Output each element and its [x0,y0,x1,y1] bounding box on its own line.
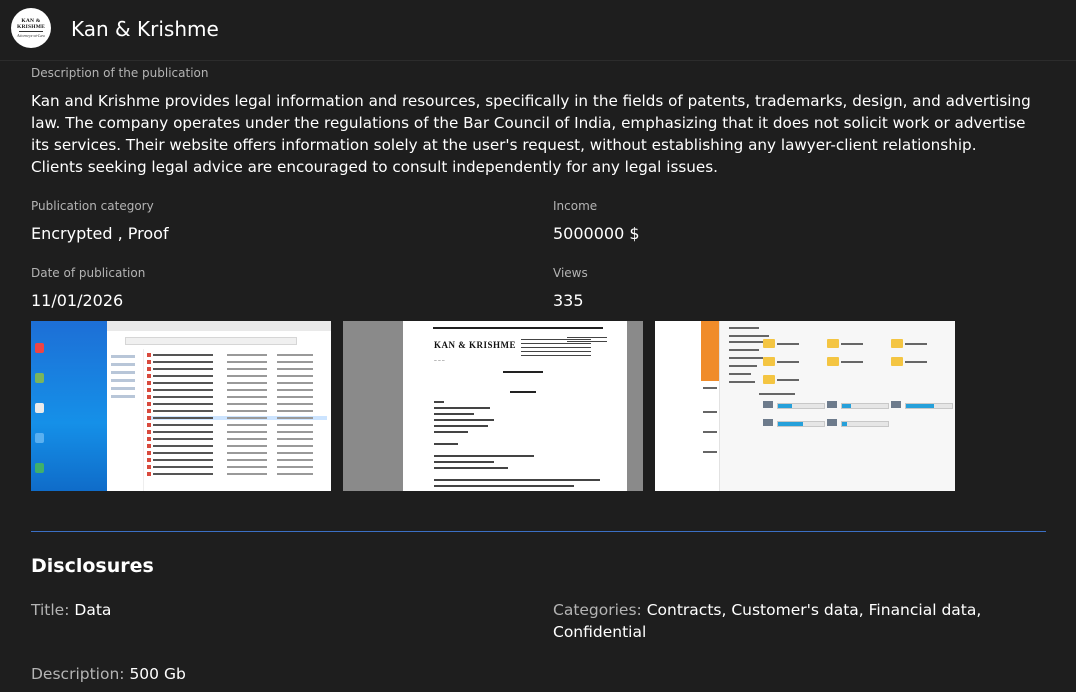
description-text: Kan and Krishme provides legal information and resources, specifically in the fields of patents, trademarks, design, and advertising law. The company operates under the regulations of the Bar Council of India, emphasizing that it does not solicit work or advertise its services. Their website offers information solely at the user's request, without establishing any lawyer-client relationship. Clients seeking legal advice are encouraged to consult independently for any legal issues. [31,92,1031,176]
desktop-background [31,321,107,491]
thumbnail-letter-document[interactable] [343,321,643,491]
logo-line-2: KRISHME [17,24,45,30]
letter-page [403,321,627,491]
thumbnail-file-explorer[interactable] [31,321,331,491]
company-logo[interactable] [11,8,51,48]
disclosure-title-value: Data [74,601,112,619]
income-value: 5000000 $ [553,224,640,243]
disclosure-categories-value: Contracts, Customer's data, Financial data, Confidential [553,601,982,641]
explorer-titlebar [107,321,331,331]
top-bar [0,0,1076,61]
description-label: Description of the publication [31,66,209,80]
category-label: Publication category [31,199,154,213]
drive-icon [763,401,773,408]
logo-rule [19,31,43,32]
date-label: Date of publication [31,266,146,280]
desktop-icon [35,343,44,353]
logo-line-3: Attorneys-at-Law [17,33,45,38]
folder-icon [827,339,839,348]
folder-icon [763,339,775,348]
folder-icon [891,339,903,348]
explorer-address-bar [125,337,297,345]
letterhead-text: KAN & KRISHME [434,340,517,350]
disclosure-categories-key: Categories: [553,601,642,619]
disclosure-title [31,599,531,621]
drive-icon [827,401,837,408]
explorer-window [107,321,331,491]
disclosure-description-value: 500 Gb [129,665,186,683]
drive-icon [891,401,901,408]
disclosure-categories [553,599,1023,643]
letterhead-sub: ~ ~ ~ [434,359,445,364]
company-title: Kan & Krishme [71,17,219,41]
drive-icon [827,419,837,426]
desktop-icon [35,403,44,413]
folder-icon [763,375,775,384]
desktop-icon [35,373,44,383]
disclosure-description-key: Description: [31,665,125,683]
income-label: Income [553,199,598,213]
category-value: Encrypted , Proof [31,224,169,243]
disclosure-title-key: Title: [31,601,70,619]
folder-icon [763,357,775,366]
desktop-icon [35,433,44,443]
folder-icon [891,357,903,366]
desktop-icon [35,463,44,473]
window-edge-accent [701,321,719,381]
disclosures-heading: Disclosures [31,555,154,577]
views-label: Views [553,266,588,280]
disclosure-description [31,663,531,685]
this-pc-nav-pane [655,321,720,491]
thumbnail-this-pc[interactable] [655,321,955,491]
folder-icon [827,357,839,366]
views-value: 335 [553,291,584,310]
section-divider [31,531,1046,532]
drive-icon [763,419,773,426]
explorer-nav-pane [107,349,144,491]
logo-line-1: KAN & [21,18,41,24]
date-value: 11/01/2026 [31,291,124,310]
